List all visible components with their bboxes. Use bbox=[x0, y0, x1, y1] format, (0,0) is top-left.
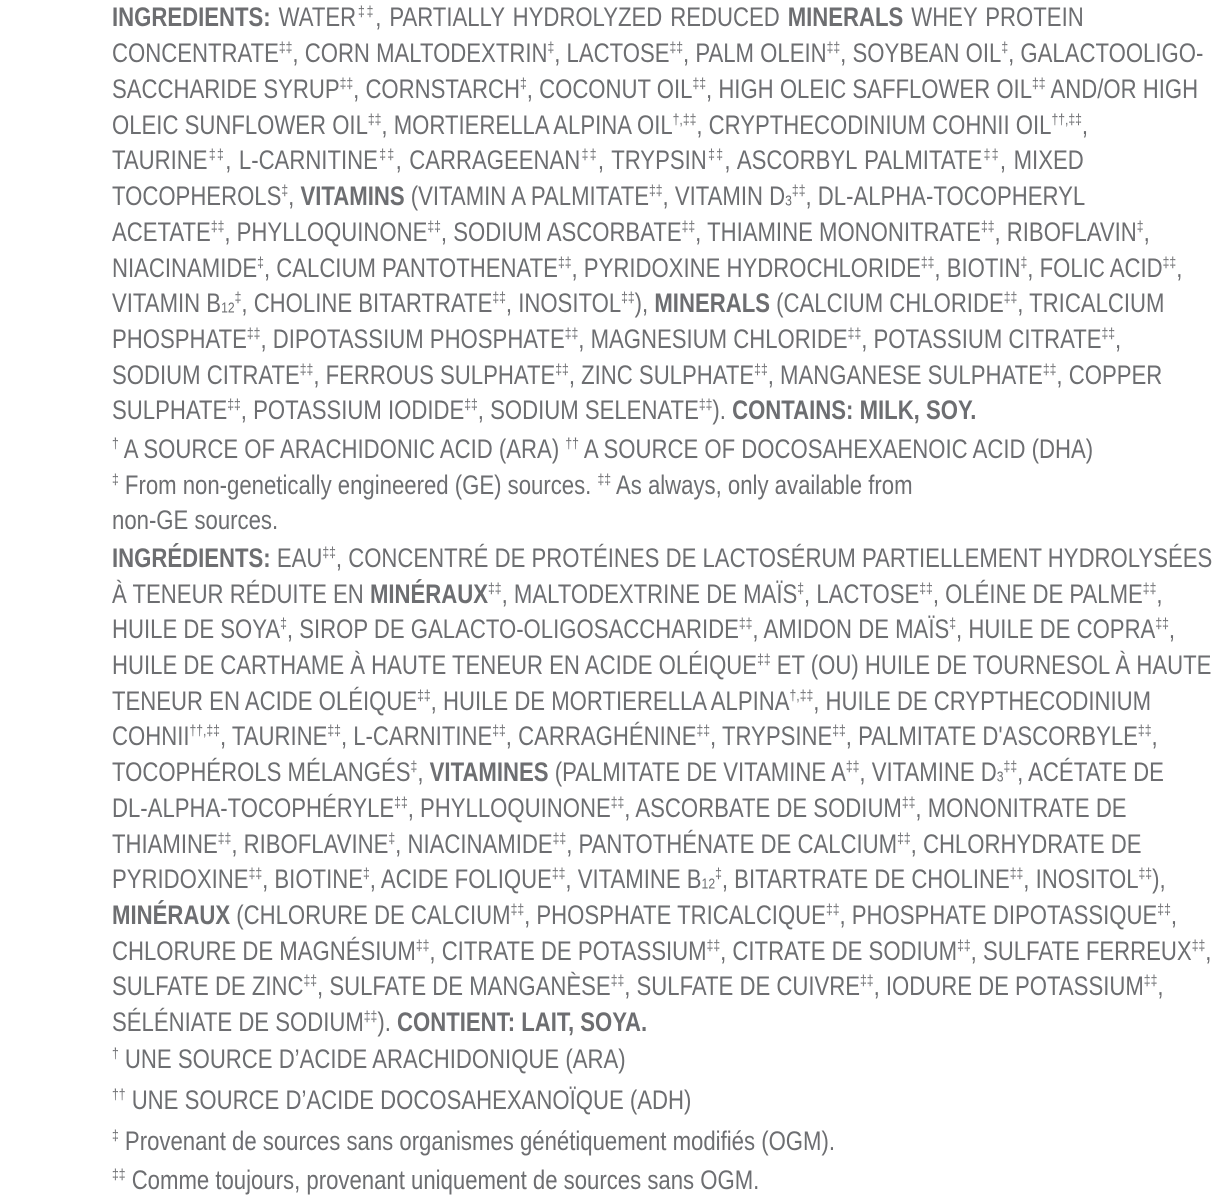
text-line: TOCOPHÉROLS MÉLANGÉS‡, VITAMINES (PALMITATE DE VITAMINE A‡‡, VITAMINE D3‡‡, ACÉTATE DE bbox=[112, 757, 1164, 787]
text-line: ACETATE‡‡, PHYLLOQUINONE‡‡, SODIUM ASCORBATE‡‡, THIAMINE MONONITRATE‡‡, RIBOFLAVIN‡, bbox=[112, 217, 1150, 247]
text-line: CHLORURE DE MAGNÉSIUM‡‡, CITRATE DE POTASSIUM‡‡, CITRATE DE SODIUM‡‡, SULFATE FERREUX‡‡, bbox=[112, 936, 1212, 966]
text-line: OLEIC SUNFLOWER OIL‡‡, MORTIERELLA ALPINA OIL†,‡‡, CRYPTHECODINIUM COHNII OIL††,‡‡, bbox=[112, 110, 1089, 140]
text-line: HUILE DE CARTHAME À HAUTE TENEUR EN ACIDE OLÉIQUE‡‡ ET (OU) HUILE DE TOURNESOL À HAUTE bbox=[112, 650, 1212, 680]
text-line: HUILE DE SOYA‡, SIROP DE GALACTO-OLIGOSACCHARIDE‡‡, AMIDON DE MAÏS‡, HUILE DE COPRA‡‡, bbox=[112, 614, 1176, 644]
text-line: COHNII††,‡‡, TAURINE‡‡, L-CARNITINE‡‡, CARRAGHÉNINE‡‡, TRYPSINE‡‡, PALMITATE D'ASCORBYLE‡‡, bbox=[112, 721, 1158, 751]
text-line: MINÉRAUX (CHLORURE DE CALCIUM‡‡, PHOSPHATE TRICALCIQUE‡‡, PHOSPHATE DIPOTASSIQUE‡‡, bbox=[112, 900, 1178, 930]
text-line: ‡ From non-genetically engineered (GE) sources. ‡‡ As always, only available from bbox=[112, 470, 913, 500]
text-line: † UNE SOURCE D’ACIDE ARACHIDONIQUE (ARA) bbox=[112, 1044, 626, 1074]
text-line: NIACINAMIDE‡, CALCIUM PANTOTHENATE‡‡, PYRIDOXINE HYDROCHLORIDE‡‡, BIOTIN‡, FOLIC ACID‡‡, bbox=[112, 253, 1183, 283]
text-line: SÉLÉNIATE DE SODIUM‡‡). CONTIENT: LAIT, SOYA. bbox=[112, 1007, 648, 1037]
text-line: SODIUM CITRATE‡‡, FERROUS SULPHATE‡‡, ZINC SULPHATE‡‡, MANGANESE SULPHATE‡‡, COPPER bbox=[112, 360, 1163, 390]
text-line: VITAMIN B12‡, CHOLINE BITARTRATE‡‡, INOSITOL‡‡), MINERALS (CALCIUM CHLORIDE‡‡, TRICALCIUM bbox=[112, 288, 1165, 318]
text-line: INGRÉDIENTS: EAU‡‡, CONCENTRÉ DE PROTÉINES DE LACTOSÉRUM PARTIELLEMENT HYDROLYSÉES bbox=[112, 543, 1212, 573]
ingredients-label bbox=[112, 0, 1212, 1200]
text-line: TOCOPHEROLS‡, VITAMINS (VITAMIN A PALMITATE‡‡, VITAMIN D3‡‡, DL-ALPHA-TOCOPHERYL bbox=[112, 181, 1086, 211]
text-line: PHOSPHATE‡‡, DIPOTASSIUM PHOSPHATE‡‡, MAGNESIUM CHLORIDE‡‡, POTASSIUM CITRATE‡‡, bbox=[112, 324, 1122, 354]
text-line: † A SOURCE OF ARACHIDONIC ACID (ARA) †† A SOURCE OF DOCOSAHEXAENOIC ACID (DHA) bbox=[112, 434, 1094, 464]
text-line: CONCENTRATE‡‡, CORN MALTODEXTRIN‡, LACTOSE‡‡, PALM OLEIN‡‡, SOYBEAN OIL‡, GALACTOOLIGO- bbox=[112, 38, 1204, 68]
text-line: SACCHARIDE SYRUP‡‡, CORNSTARCH‡, COCONUT OIL‡‡, HIGH OLEIC SAFFLOWER OIL‡‡ AND/OR HIGH bbox=[112, 74, 1199, 104]
text-line: non-GE sources. bbox=[112, 505, 279, 535]
text-line: TAURINE‡‡, L-CARNITINE‡‡, CARRAGEENAN‡‡, TRYPSIN‡‡, ASCORBYL PALMITATE‡‡, MIXED bbox=[112, 145, 1084, 175]
text-line: INGREDIENTS: WATER‡‡, PARTIALLY HYDROLYZED REDUCED MINERALS WHEY PROTEIN bbox=[112, 2, 1084, 32]
text-line: THIAMINE‡‡, RIBOFLAVINE‡, NIACINAMIDE‡‡, PANTOTHÉNATE DE CALCIUM‡‡, CHLORHYDRATE DE bbox=[112, 829, 1142, 859]
text-line: SULPHATE‡‡, POTASSIUM IODIDE‡‡, SODIUM SELENATE‡‡). CONTAINS: MILK, SOY. bbox=[112, 395, 977, 425]
text-line: ‡‡ Comme toujours, provenant uniquement de sources sans OGM. bbox=[112, 1165, 760, 1195]
text-line: TENEUR EN ACIDE OLÉIQUE‡‡, HUILE DE MORTIERELLA ALPINA†,‡‡, HUILE DE CRYPTHECODINIUM bbox=[112, 686, 1152, 716]
text-line: ‡ Provenant de sources sans organismes génétiquement modifiés (OGM). bbox=[112, 1126, 835, 1156]
text-line: À TENEUR RÉDUITE EN MINÉRAUX‡‡, MALTODEXTRINE DE MAÏS‡, LACTOSE‡‡, OLÉINE DE PALME‡‡, bbox=[112, 579, 1163, 609]
text-line: DL-ALPHA-TOCOPHÉRYLE‡‡, PHYLLOQUINONE‡‡, ASCORBATE DE SODIUM‡‡, MONONITRATE DE bbox=[112, 793, 1127, 823]
text-line: PYRIDOXINE‡‡, BIOTINE‡, ACIDE FOLIQUE‡‡, VITAMINE B12‡, BITARTRATE DE CHOLINE‡‡, INOSITOL‡‡), bbox=[112, 864, 1166, 894]
text-line: SULFATE DE ZINC‡‡, SULFATE DE MANGANÈSE‡‡, SULFATE DE CUIVRE‡‡, IODURE DE POTASSIUM‡‡, bbox=[112, 971, 1164, 1001]
text-line: †† UNE SOURCE D’ACIDE DOCOSAHEXANOÏQUE (ADH) bbox=[112, 1085, 692, 1115]
